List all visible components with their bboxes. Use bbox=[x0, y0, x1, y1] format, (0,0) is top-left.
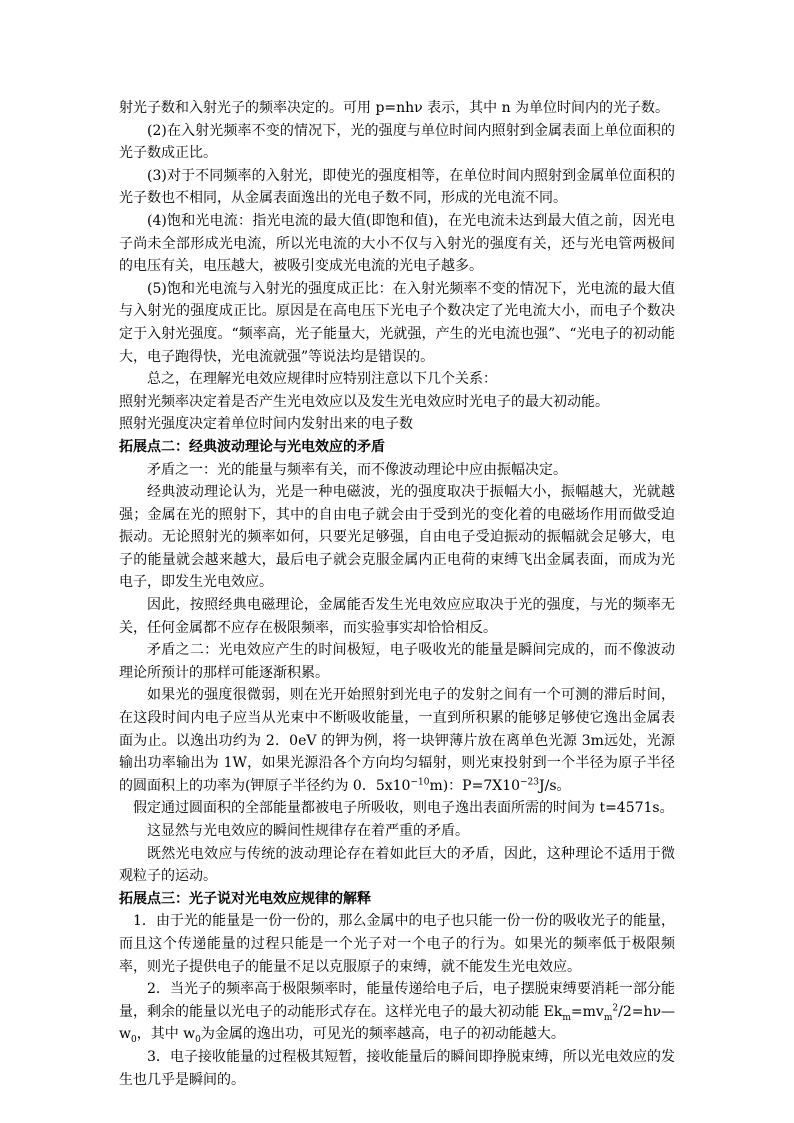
paragraph-frequency-relation: 照射光频率决定着是否产生光电效应以及发生光电效应时光电子的最大初动能。 bbox=[119, 393, 609, 410]
paragraph-point-4: (4)饱和光电流：指光电流的最大值(即饱和值)，在光电流未达到最大值之前，因光电子尚未全部形成光电流，所以光电流的大小不仅与入射光的强度有关，还与光电管两极间的电压有关，电压越大，被吸引变成光电流的光电子越多。 bbox=[119, 212, 675, 275]
subscript-0a: 0 bbox=[130, 1035, 137, 1046]
explanation-2-text-e: 为金属的逸出功，可见光的频率越高，电子的初动能越大。 bbox=[200, 1026, 565, 1043]
paragraph-explanation-2 bbox=[119, 978, 675, 1046]
explanation-2-text-b: =mv bbox=[570, 1003, 604, 1020]
paragraph-theory-limit: 既然光电效应与传统的波动理论存在着如此巨大的矛盾，因此，这种理论不适用于微观粒子的运动。 bbox=[119, 845, 675, 885]
potassium-text: 如果光的强度很微弱，则在光开始照射到光电子的发射之间有一个可测的滞后时间，在这段时间内电子应当从光束中不断吸收能量，一直到所积累的能够足够使它逸出金属表面为止。以逸出功约为 2．0eV 的钾为例，将一块钾薄片放在离单色光源 3m远处，光源输出功率输出为 1W，如果光源沿各个方向均匀辐射，则光束投射到一个半径为原子半径的圆面积上的功率为(钾原子半径约为 0．5x10 bbox=[119, 687, 675, 794]
paragraph-point-5: (5)饱和光电流与入射光的强度成正比：在入射光频率不变的情况下，光电流的最大值与入射光的强度成正比。原因是在高电压下光电子个数决定了光电流大小，而电子个数决定于入射光强度。“频率高，光子能量大，光就强，产生的光电流也强”、“光电子的初动能大，电子跑得快，光电流就强”等说法均是错误的。 bbox=[119, 280, 675, 365]
paragraph-explanation-3: 3．电子接收能量的过程极其短暂，接收能量后的瞬间即挣脱束缚，所以光电效应的发生也几乎是瞬间的。 bbox=[119, 1048, 675, 1088]
paragraph-potassium-example bbox=[119, 684, 675, 797]
paragraph-summary: 总之，在理解光电效应规律时应特别注意以下几个关系： bbox=[147, 371, 497, 388]
subscript-m2: m bbox=[603, 1012, 613, 1023]
explanation-2-text-c: /2=hν—w bbox=[119, 1003, 675, 1043]
document-page bbox=[119, 97, 675, 1091]
power-unit: J/s。 bbox=[539, 777, 571, 794]
section-heading-3: 拓展点三：光子说对光电效应规律的解释 bbox=[119, 890, 371, 907]
paragraph-therefore: 因此，按照经典电磁理论，金属能否发生光电效应应取决于光的强度，与光的频率无关，任何金属都不应存在极限频率，而实验事实却恰恰相反。 bbox=[119, 597, 675, 636]
paragraph-contradiction-1: 矛盾之一：光的能量与频率有关，而不像波动理论中应由振幅决定。 bbox=[147, 461, 567, 478]
subscript-0b: 0 bbox=[195, 1035, 201, 1046]
paragraph-point-3: (3)对于不同频率的入射光，即使光的强度相等，在单位时间内照射到金属单位面积的光子数也不相同，从金属表面逸出的光电子数不同，形成的光电流不同。 bbox=[119, 167, 675, 207]
power-text: m)：P=7X10 bbox=[429, 777, 521, 794]
exponent-1: −10 bbox=[410, 777, 430, 788]
superscript-2: 2 bbox=[612, 1003, 619, 1014]
explanation-2-text-a: 2．当光子的频率高于极限频率时，能量传递给电子后，电子摆脱束缚要消耗一部分能量，剩余的能量以光电子的动能形式存在。这样光电子的最大初动能 Ek bbox=[119, 981, 675, 1020]
explanation-2-text-d: ，其中 w bbox=[136, 1026, 196, 1043]
paragraph-point-2: (2)在入射光频率不变的情况下，光的强度与单位时间内照射到金属表面上单位面积的光子数成正比。 bbox=[119, 122, 675, 162]
section-heading-2: 拓展点二：经典波动理论与光电效应的矛盾 bbox=[119, 438, 385, 455]
paragraph-classical-theory: 经典波动理论认为，光是一种电磁波，光的强度取决于振幅大小，振幅越大，光就越强；金属在光的照射下，其中的自由电子就会由于受到光的变化着的电磁场作用而做受迫振动。无论照射光的频率如何，只要光足够强，自由电子受迫振动的振幅就会足够大，电子的能量就会越来越大，最后电子就会克服金属内正电荷的束缚飞出金属表面，而成为光电子，即发生光电效应。 bbox=[119, 484, 675, 591]
paragraph-contradiction-2: 矛盾之二：光电效应产生的时间极短，电子吸收光的能量是瞬间完成的，而不像波动理论所预计的那样可能逐渐积累。 bbox=[119, 642, 675, 681]
paragraph-contradiction-conclusion: 这显然与光电效应的瞬间性规律存在着严重的矛盾。 bbox=[147, 823, 469, 839]
paragraph-photon-count: 射光子数和入射光子的频率决定的。可用 p=nhν 表示，其中 n 为单位时间内的光子数。 bbox=[119, 100, 670, 116]
paragraph-absorption-time: 假定通过圆面积的全部能量都被电子所吸收，则电子逸出表面所需的时间为 t=4571s。 bbox=[133, 800, 674, 817]
paragraph-explanation-1: 1．由于光的能量是一份一份的，那么金属中的电子也只能一份一份的吸收光子的能量，而且这个传递能量的过程只能是一个光子对一个电子的行为。如果光的频率低于极限频率，则光子提供电子的能量不足以克服原子的束缚，就不能发生光电效应。 bbox=[119, 913, 675, 975]
exponent-2: −23 bbox=[520, 777, 540, 788]
paragraph-intensity-relation: 照射光强度决定着单位时间内发射出来的电子数 bbox=[119, 416, 413, 433]
subscript-m1: m bbox=[562, 1012, 571, 1023]
